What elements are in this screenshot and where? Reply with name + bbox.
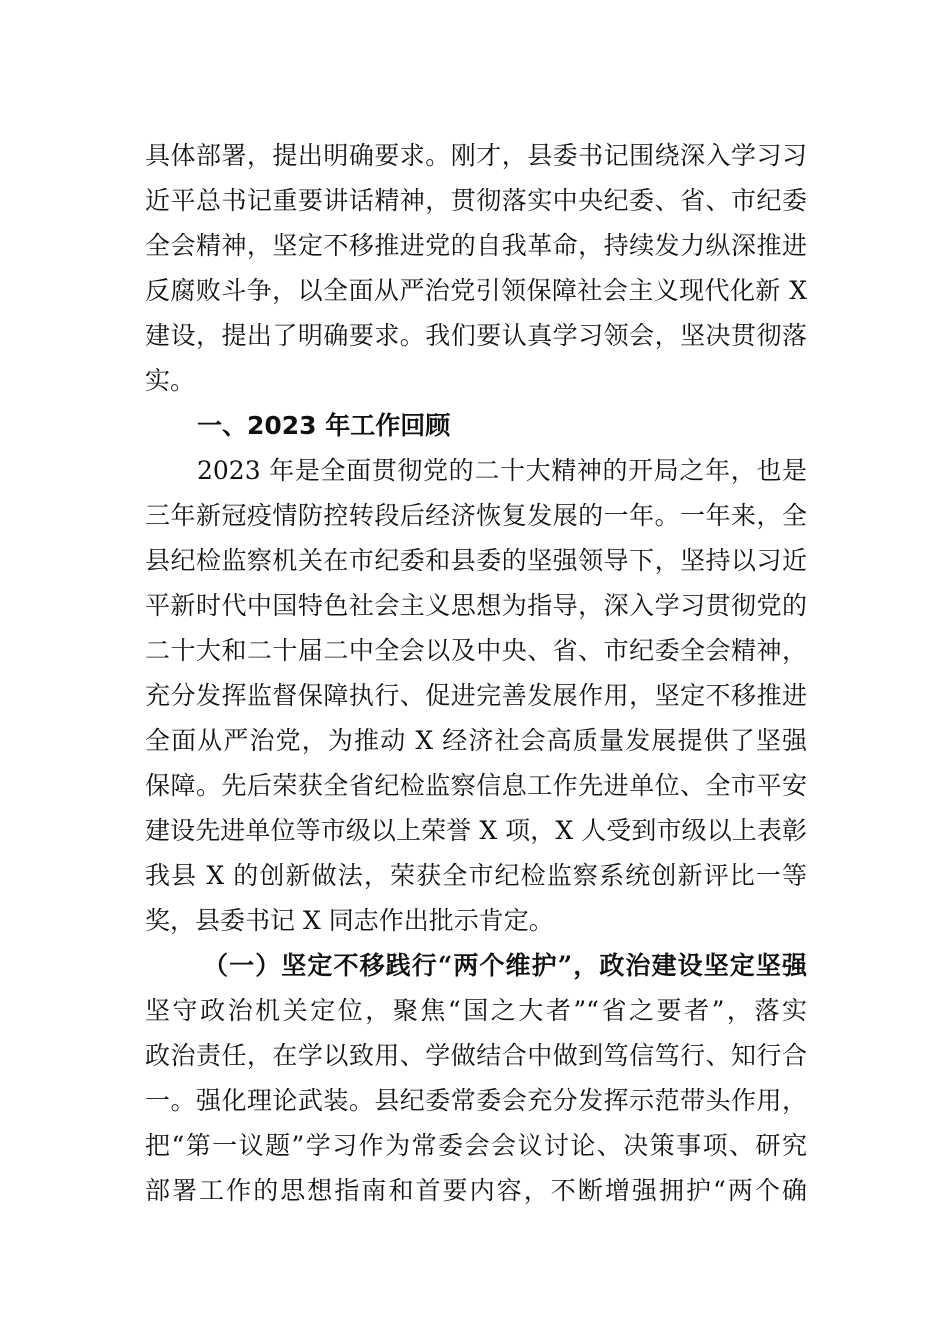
- subsection-heading-political: （一）坚定不移践行“两个维护”，政治建设坚定坚强: [203, 951, 807, 980]
- text-line: 2023 年是全面贯彻党的二十大精神的开局之年，也是: [197, 456, 807, 485]
- text-line: 保障。先后荣获全省纪检监察信息工作先进单位、全市平安: [145, 771, 807, 800]
- text-line: 三年新冠疫情防控转段后经济恢复发展的一年。一年来，全: [145, 501, 807, 530]
- document-body: [145, 133, 807, 1213]
- section-heading-review: 一、2023 年工作回顾: [197, 411, 451, 440]
- text-line: 部署工作的思想指南和首要内容，不断增强拥护“两个确: [145, 1176, 807, 1205]
- text-line: 近平总书记重要讲话精神，贯彻落实中央纪委、省、市纪委: [145, 186, 807, 215]
- text-line: 充分发挥监督保障执行、促进完善发展作用，坚定不移推进: [145, 681, 807, 710]
- text-line: 政治责任，在学以致用、学做结合中做到笃信笃行、知行合: [145, 1041, 807, 1070]
- text-line: 二十大和二十届二中全会以及中央、省、市纪委全会精神，: [145, 636, 807, 665]
- paragraph-review: [145, 448, 807, 943]
- text-line: 我县 X 的创新做法，荣获全市纪检监察系统创新评比一等: [145, 861, 807, 890]
- text-line: 一。强化理论武装。县纪委常委会充分发挥示范带头作用，: [145, 1086, 807, 1115]
- text-line: 坚守政治机关定位，聚焦“国之大者”“省之要者”，落实: [145, 996, 807, 1025]
- text-line: 把“第一议题”学习作为常委会会议讨论、决策事项、研究: [145, 1131, 807, 1160]
- text-line: 实。: [145, 366, 196, 395]
- text-line: 全面从严治党，为推动 X 经济社会高质量发展提供了坚强: [145, 726, 807, 755]
- text-line: 建设，提出了明确要求。我们要认真学习领会，坚决贯彻落: [145, 321, 807, 350]
- text-line: 平新时代中国特色社会主义思想为指导，深入学习贯彻党的: [145, 591, 807, 620]
- text-line: 县纪检监察机关在市纪委和县委的坚强领导下，坚持以习近: [145, 546, 807, 575]
- paragraph-political: [145, 988, 807, 1213]
- text-line: 全会精神，坚定不移推进党的自我革命，持续发力纵深推进: [145, 231, 807, 260]
- text-line: 反腐败斗争，以全面从严治党引领保障社会主义现代化新 X: [145, 276, 807, 305]
- text-line: 奖，县委书记 X 同志作出批示肯定。: [145, 906, 554, 935]
- text-line: 建设先进单位等市级以上荣誉 X 项，X 人受到市级以上表彰: [145, 816, 807, 845]
- paragraph-intro: [145, 133, 807, 403]
- text-line: 具体部署，提出明确要求。刚才，县委书记围绕深入学习习: [145, 141, 807, 170]
